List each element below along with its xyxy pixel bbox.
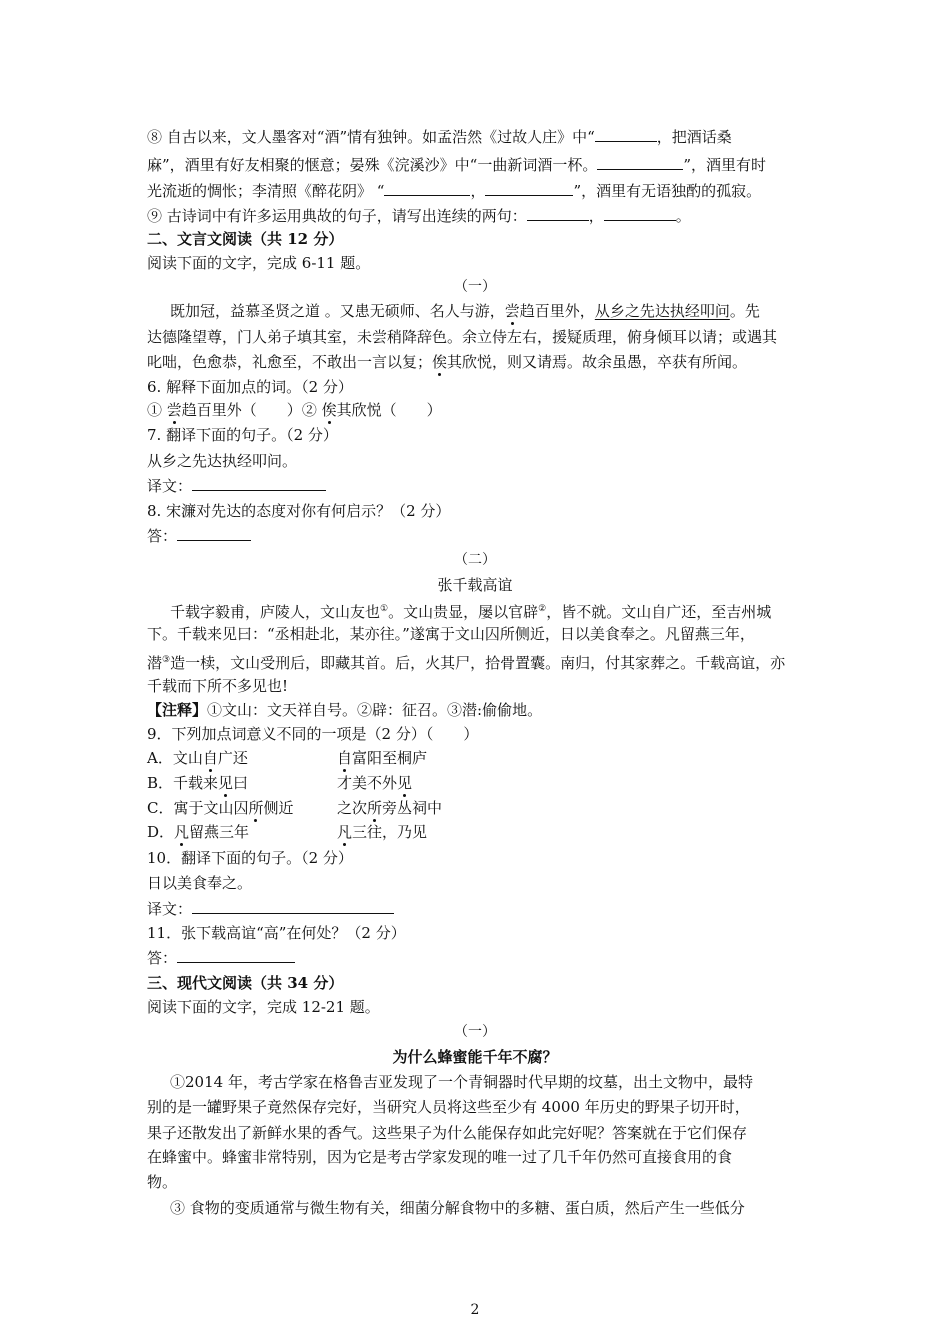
option-d[interactable]: D．凡留燕三年 凡三往，乃见 bbox=[147, 823, 428, 841]
passage-text: 既加冠，益慕圣贤之道 。又患无硕师、名人与游，尝趋百里外，从乡之先达执经叩问。先 bbox=[170, 302, 760, 320]
answer-blank[interactable] bbox=[485, 181, 573, 196]
question-11-answer: 答： bbox=[147, 948, 295, 968]
passage-number: （二） bbox=[454, 552, 496, 568]
passage-text: 千载字毅甫，庐陵人，文山友也①。文山贵显，屡以官辟②，皆不就。文山自广还，至吉州城 bbox=[170, 603, 772, 621]
question-10: 10．翻译下面的句子。（2 分） bbox=[147, 849, 353, 867]
passage-text: 潜③造一椟，文山受刑后，即藏其首。后，火其尸，拾骨置囊。南归，付其家葬之。千载高谊，亦 bbox=[147, 654, 786, 672]
question-6: 6. 解释下面加点的词。（2 分） bbox=[147, 378, 353, 396]
passage-text: 达德隆望尊，门人弟子填其室，未尝稍降辞色。余立侍左右，援疑质理，俯身倾耳以请；或遇其 bbox=[147, 328, 778, 346]
question-7-sentence: 从乡之先达执经叩问。 bbox=[147, 452, 298, 470]
annotation: 【注释】①文山：文天祥自号。②辟：征召。③潜:偷偷地。 bbox=[147, 701, 543, 719]
poetry-q8-line2: 麻”，酒里有好友相聚的惬意；晏殊《浣溪沙》中“一曲新词酒一杯。 ”，酒里有时 bbox=[147, 156, 767, 174]
answer-blank[interactable] bbox=[527, 206, 589, 221]
section-instruction: 阅读下面的文字，完成 12-21 题。 bbox=[147, 998, 380, 1016]
answer-blank[interactable] bbox=[177, 526, 251, 541]
option-c[interactable]: C．寓于文山囚所侧近 之次所旁丛祠中 bbox=[147, 799, 443, 817]
poetry-q8-line3: 光流逝的惆怅；李清照《醉花阴》 “ ， ”，酒里有无语独酌的孤寂。 bbox=[147, 182, 762, 200]
poetry-q9: ⑨ 古诗词中有许多运用典故的句子，请写出连续的两句： ， 。 bbox=[147, 207, 691, 225]
answer-blank[interactable] bbox=[177, 948, 295, 963]
question-8: 8. 宋濂对先达的态度对你有何启示？（2 分） bbox=[147, 502, 451, 520]
answer-blank[interactable] bbox=[192, 899, 394, 914]
passage-number: （一） bbox=[454, 1024, 496, 1040]
poetry-q8-line1: ⑧ 自古以来，文人墨客对“酒”情有独钟。如孟浩然《过故人庄》中“ ，把酒话桑 bbox=[147, 128, 732, 146]
passage-text: 千载而下所不多见也! bbox=[147, 677, 289, 695]
answer-blank[interactable] bbox=[192, 476, 326, 491]
section-heading: 二、文言文阅读（共 12 分） bbox=[147, 230, 344, 248]
question-8-answer: 答： bbox=[147, 526, 251, 546]
option-b[interactable]: B．千载来见曰 才美不外见 bbox=[147, 774, 413, 792]
passage-title: 张千载高谊 bbox=[437, 576, 513, 594]
question-7-answer: 译文： bbox=[147, 476, 326, 496]
passage-text: 在蜂蜜中。蜂蜜非常特别，因为它是考古学家发现的唯一过了几千年仍然可直接食用的食 bbox=[147, 1148, 733, 1166]
passage-text: 别的是一罐野果子竟然保存完好，当研究人员将这些至少有 4000 年历史的野果子切开时， bbox=[147, 1098, 750, 1116]
page-number: 2 bbox=[470, 1302, 480, 1318]
passage-text: 物。 bbox=[147, 1173, 178, 1191]
option-a[interactable]: A．文山自广还 自富阳至桐庐 bbox=[147, 749, 428, 767]
section-instruction: 阅读下面的文字，完成 6-11 题。 bbox=[147, 254, 371, 272]
passage-number: （一） bbox=[454, 279, 496, 295]
answer-blank[interactable] bbox=[384, 181, 470, 196]
question-11: 11．张下载高谊“高”在何处？（2 分） bbox=[147, 924, 406, 942]
passage-text: 果子还散发出了新鲜水果的香气。这些果子为什么能保存如此完好呢？答案就在于它们保存 bbox=[147, 1124, 748, 1142]
passage-text: ①2014 年，考古学家在格鲁吉亚发现了一个青铜器时代早期的坟墓，出土文物中，最特 bbox=[170, 1073, 753, 1091]
answer-blank[interactable] bbox=[597, 155, 683, 170]
passage-text: ③ 食物的变质通常与微生物有关，细菌分解食物中的多糖、蛋白质，然后产生一些低分 bbox=[170, 1199, 745, 1217]
question-10-sentence: 日以美食奉之。 bbox=[147, 874, 253, 892]
section-heading: 三、现代文阅读（共 34 分） bbox=[147, 974, 344, 992]
question-9: 9．下列加点词意义不同的一项是（2 分）（ ） bbox=[147, 725, 479, 743]
question-10-answer: 译文： bbox=[147, 899, 394, 919]
question-6-items: ① 尝趋百里外（ ）② 俟其欣悦（ ） bbox=[147, 401, 442, 419]
answer-blank[interactable] bbox=[595, 127, 657, 142]
question-7: 7. 翻译下面的句子。（2 分） bbox=[147, 426, 338, 444]
answer-blank[interactable] bbox=[604, 206, 676, 221]
passage-text: 下。千载来见曰：“丞相赴北，某亦往。”遂寓于文山囚所侧近，日以美食奉之。凡留燕三年， bbox=[147, 625, 755, 643]
passage-title: 为什么蜂蜜能千年不腐？ bbox=[392, 1048, 558, 1066]
passage-text: 叱咄，色愈恭，礼愈至，不敢出一言以复；俟其欣悦，则又请焉。故余虽愚，卒获有所闻。 bbox=[147, 353, 748, 371]
